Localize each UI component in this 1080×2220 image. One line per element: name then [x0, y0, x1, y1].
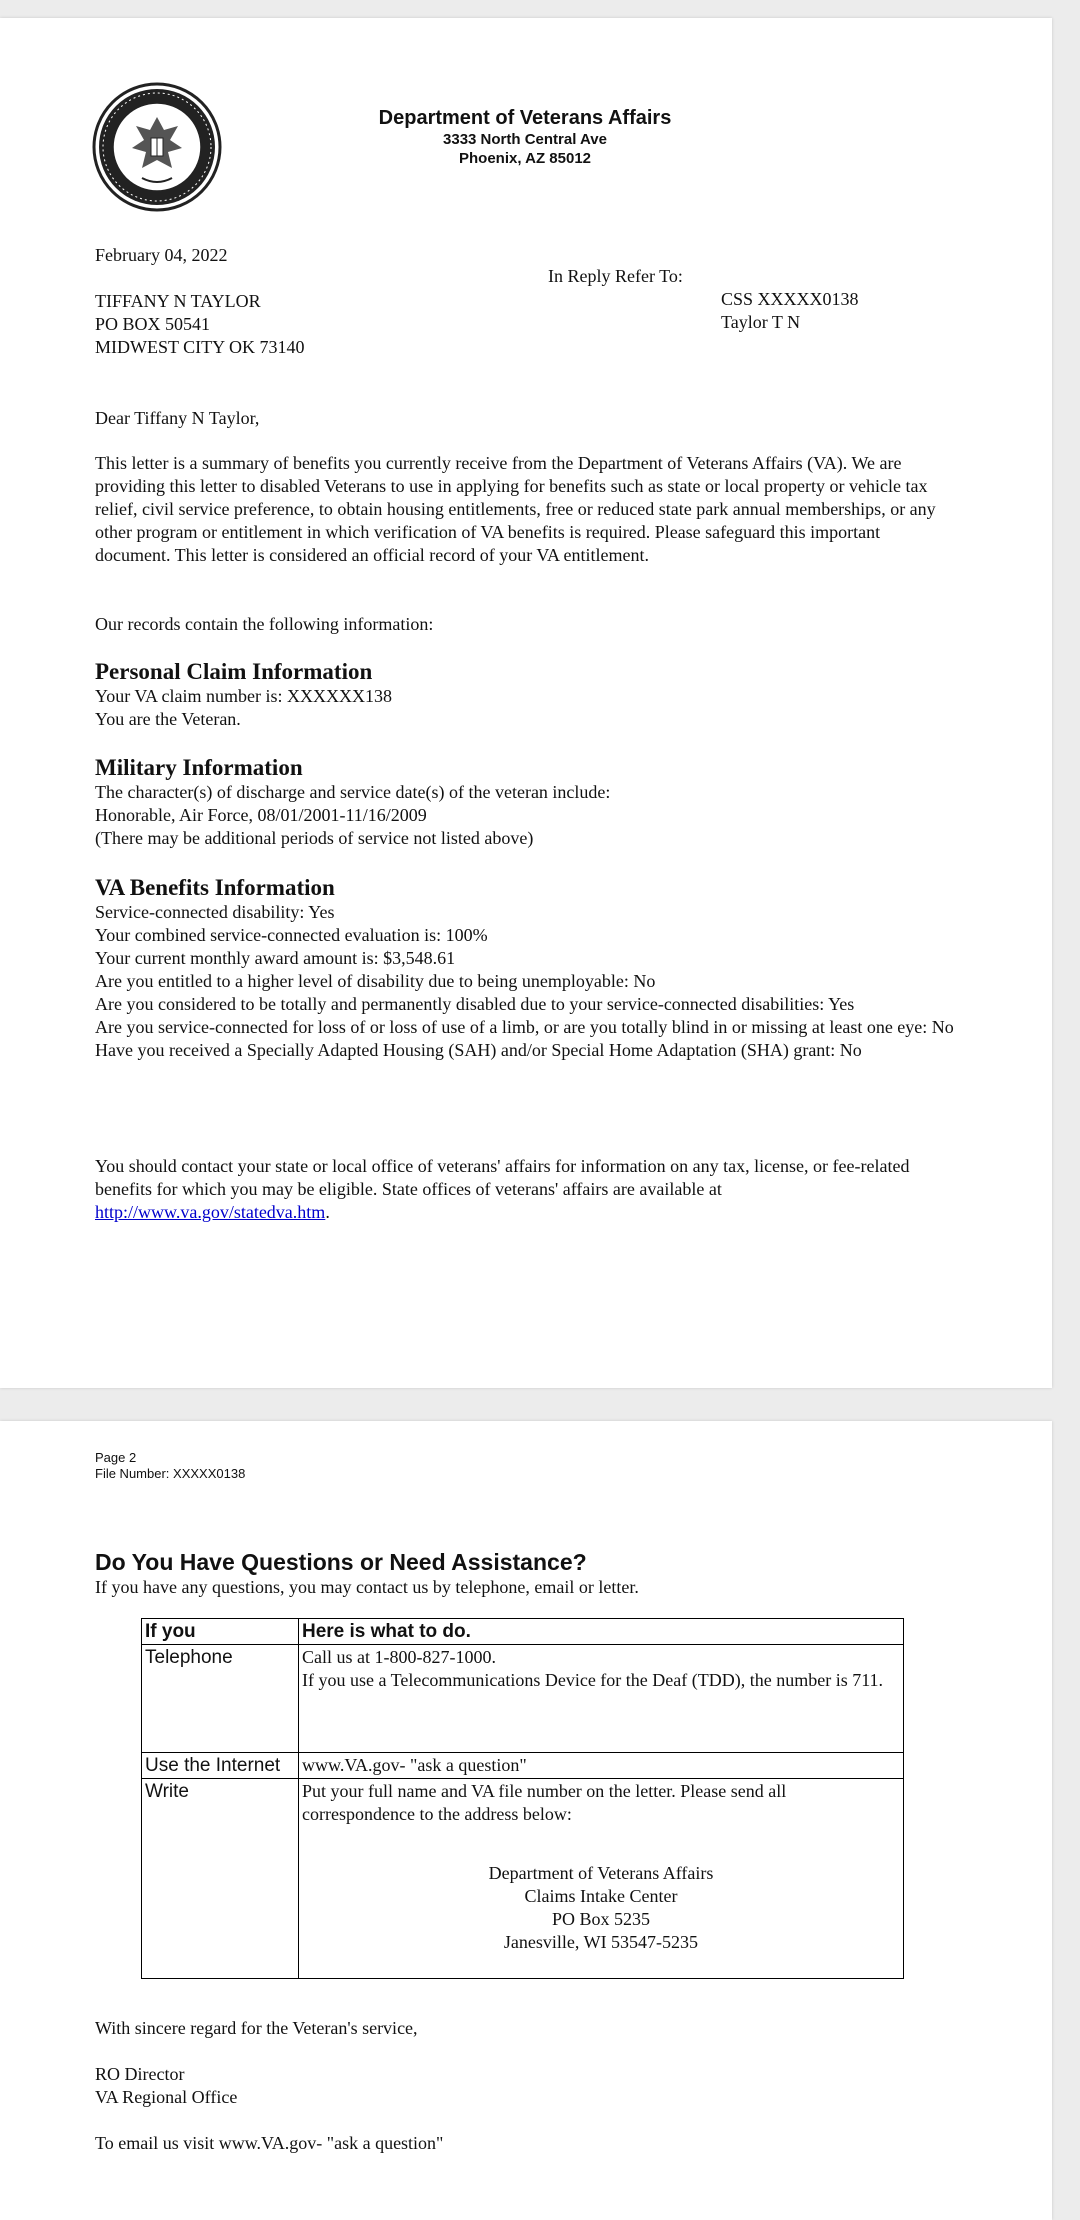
- recipient-line: MIDWEST CITY OK 73140: [95, 337, 305, 357]
- section-title: Personal Claim Information: [95, 659, 373, 684]
- row-label: Write: [142, 1779, 299, 1979]
- reply-label: In Reply Refer To:: [548, 266, 683, 286]
- file-number: File Number: XXXXX0138: [95, 1466, 246, 1481]
- write-instructions: Put your full name and VA file number on the letter. Please send all correspondence to the address below:: [302, 1781, 787, 1824]
- row-content: www.VA.gov- "ask a question": [299, 1753, 904, 1779]
- letterhead: [360, 106, 690, 168]
- signature-block: [95, 2063, 237, 2109]
- row-content: [299, 1645, 904, 1753]
- recipient-address: [95, 290, 305, 359]
- signer-office: VA Regional Office: [95, 2087, 238, 2107]
- section-title: VA Benefits Information: [95, 875, 335, 900]
- tdd-line: If you use a Telecommunications Device for the Deaf (TDD), the number is 711.: [302, 1670, 884, 1690]
- address-line: Janesville, WI 53547-5235: [503, 1932, 699, 1952]
- address-line: Claims Intake Center: [524, 1886, 678, 1906]
- page-number: Page 2: [95, 1450, 137, 1465]
- section-line: Your VA claim number is: XXXXXX138: [95, 686, 393, 706]
- signer-title: RO Director: [95, 2064, 185, 2084]
- section-line: Are you considered to be totally and permanently disabled due to your service-connected disabilities: Yes: [95, 994, 855, 1014]
- military-section: [95, 754, 955, 850]
- section-line: Honorable, Air Force, 08/01/2001-11/16/2009: [95, 805, 427, 825]
- assistance-table: [141, 1618, 904, 1979]
- address-line: PO Box 5235: [551, 1909, 650, 1929]
- section-line: Are you entitled to a higher level of disability due to being unemployable: No: [95, 971, 656, 991]
- contact-paragraph: [95, 1155, 955, 1224]
- personal-section: [95, 658, 955, 731]
- section-line: You are the Veteran.: [95, 709, 241, 729]
- recipient-line: PO BOX 50541: [95, 314, 211, 334]
- letterhead-street: 3333 North Central Ave: [443, 131, 607, 148]
- section-line: (There may be additional periods of service not listed above): [95, 828, 534, 848]
- row-label: Telephone: [142, 1645, 299, 1753]
- table-row-write: [142, 1779, 904, 1979]
- reply-name: Taylor T N: [721, 312, 801, 332]
- letter-page-2: [0, 1421, 1052, 2220]
- section-line: The character(s) of discharge and service date(s) of the veteran include:: [95, 782, 611, 802]
- letterhead-city: Phoenix, AZ 85012: [459, 150, 591, 167]
- section-line: Your current monthly award amount is: $3,548.61: [95, 948, 456, 968]
- page-header: [95, 1450, 245, 1482]
- table-row-internet: [142, 1753, 904, 1779]
- table-row-telephone: [142, 1645, 904, 1753]
- section-title: Military Information: [95, 755, 303, 780]
- section-line: Your combined service-connected evaluation is: 100%: [95, 925, 488, 945]
- letterhead-org: Department of Veterans Affairs: [378, 107, 672, 129]
- recipient-name: TIFFANY N TAYLOR: [95, 291, 261, 311]
- statedva-link[interactable]: http://www.va.gov/statedva.htm: [95, 1202, 326, 1222]
- table-header-row: [142, 1619, 904, 1645]
- letter-date: February 04, 2022: [95, 245, 228, 265]
- section-line: Service-connected disability: Yes: [95, 902, 335, 922]
- reply-block: [721, 288, 859, 334]
- column-header-what-to-do: Here is what to do.: [299, 1619, 904, 1645]
- column-header-if-you: If you: [142, 1619, 299, 1645]
- va-seal-icon: [92, 82, 222, 212]
- address-line: Department of Veterans Affairs: [488, 1863, 714, 1883]
- section-line: Are you service-connected for loss of or loss of use of a limb, or are you totally blind in or missing at least one eye: No: [95, 1017, 954, 1037]
- records-intro: Our records contain the following information:: [95, 614, 434, 634]
- contact-end: .: [325, 1202, 330, 1222]
- benefits-section: [95, 874, 955, 1062]
- contact-text: You should contact your state or local office of veterans' affairs for information on any tax, license, or fee-related benefits for which you may be eligible. State offices of veterans' affairs are available at: [95, 1156, 910, 1199]
- salutation: Dear Tiffany N Taylor,: [95, 408, 260, 428]
- email-note: To email us visit www.VA.gov- "ask a question": [95, 2133, 444, 2153]
- mailing-address: [302, 1862, 900, 1954]
- letter-page-1: [0, 18, 1052, 1388]
- row-label: Use the Internet: [142, 1753, 299, 1779]
- phone-line: Call us at 1-800-827-1000.: [302, 1647, 496, 1667]
- closing: With sincere regard for the Veteran's service,: [95, 2018, 418, 2038]
- intro-paragraph: This letter is a summary of benefits you currently receive from the Department of Veterans Affairs (VA). We are providing this letter to disabled Veterans to use in applying for benefits such as state or local property or vehicle tax relief, civil service preference, to obtain housing entitlements, free or reduced state park annual memberships, or any other program or entitlement in which verification of VA benefits is required. Please safeguard this important document. This letter is considered an official record of your VA entitlement.: [95, 453, 936, 565]
- questions-title: Do You Have Questions or Need Assistance?: [95, 1549, 587, 1575]
- section-line: Have you received a Specially Adapted Housing (SAH) and/or Special Home Adaptation (SHA) grant: No: [95, 1040, 862, 1060]
- reply-code: CSS XXXXX0138: [721, 289, 859, 309]
- questions-subtitle: If you have any questions, you may contact us by telephone, email or letter.: [95, 1577, 639, 1597]
- row-content: [299, 1779, 904, 1979]
